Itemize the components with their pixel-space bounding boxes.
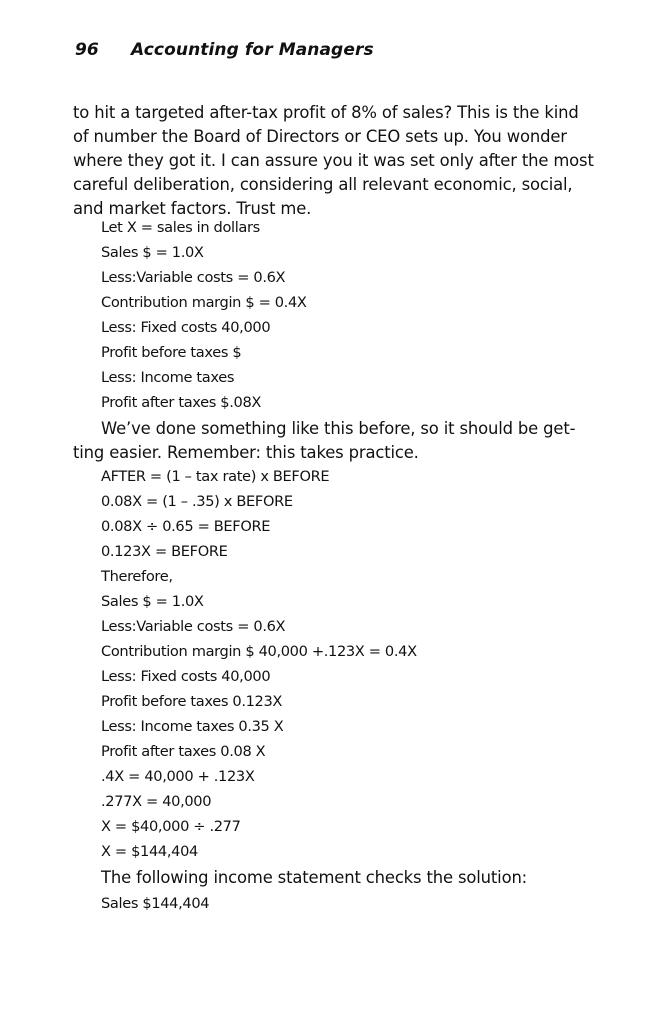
equation-block-setup [101, 215, 307, 415]
equation-line: Less: Fixed costs 40,000 [101, 668, 271, 685]
equation-line: AFTER = (1 – tax rate) x BEFORE [101, 468, 330, 485]
equation-line: Less: Income taxes 0.35 X [101, 718, 284, 735]
equation-line: X = $40,000 ÷ .277 [101, 818, 241, 835]
equation-line: 0.08X ÷ 0.65 = BEFORE [101, 518, 271, 535]
paragraph-line: careful deliberation, considering all relevant economic, social, [73, 175, 573, 194]
equation-line: Less:Variable costs = 0.6X [101, 269, 286, 286]
equation-line: .4X = 40,000 + .123X [101, 768, 255, 785]
paragraph-line: ting easier. Remember: this takes practice. [73, 443, 419, 462]
equation-line: Profit before taxes $ [101, 344, 242, 361]
equation-line: Sales $ = 1.0X [101, 244, 204, 261]
equation-line: .277X = 40,000 [101, 793, 212, 810]
equation-line: Less: Fixed costs 40,000 [101, 319, 271, 336]
practice-paragraph [73, 417, 593, 465]
equation-line: Contribution margin $ 40,000 +.123X = 0.4X [101, 643, 417, 660]
equation-line: X = $144,404 [101, 843, 198, 860]
paragraph-line: to hit a targeted after-tax profit of 8% of sales? This is the kind [73, 103, 579, 122]
equation-line: 0.08X = (1 – .35) x BEFORE [101, 493, 293, 510]
sales-line: Sales $144,404 [101, 895, 210, 912]
book-title: Accounting for Managers [131, 40, 374, 60]
income-statement-intro: The following income statement checks the solution: [101, 868, 528, 887]
paragraph-line: We’ve done something like this before, so it should be get- [101, 419, 576, 438]
equation-line: Profit before taxes 0.123X [101, 693, 283, 710]
equation-line: Sales $ = 1.0X [101, 593, 204, 610]
running-header [75, 40, 374, 60]
intro-paragraph [73, 101, 593, 221]
paragraph-line: and market factors. Trust me. [73, 199, 312, 218]
paragraph-line: of number the Board of Directors or CEO sets up. You wonder [73, 127, 567, 146]
equation-block-solution [101, 464, 417, 864]
equation-line: Profit after taxes 0.08 X [101, 743, 266, 760]
page-number: 96 [75, 40, 99, 60]
equation-line: Profit after taxes $.08X [101, 394, 262, 411]
equation-line: Less:Variable costs = 0.6X [101, 618, 286, 635]
paragraph-line: where they got it. I can assure you it was set only after the most [73, 151, 594, 170]
equation-line: Contribution margin $ = 0.4X [101, 294, 307, 311]
equation-line: Therefore, [101, 568, 173, 585]
equation-line: 0.123X = BEFORE [101, 543, 228, 560]
equation-line: Let X = sales in dollars [101, 219, 260, 236]
equation-line: Less: Income taxes [101, 369, 235, 386]
